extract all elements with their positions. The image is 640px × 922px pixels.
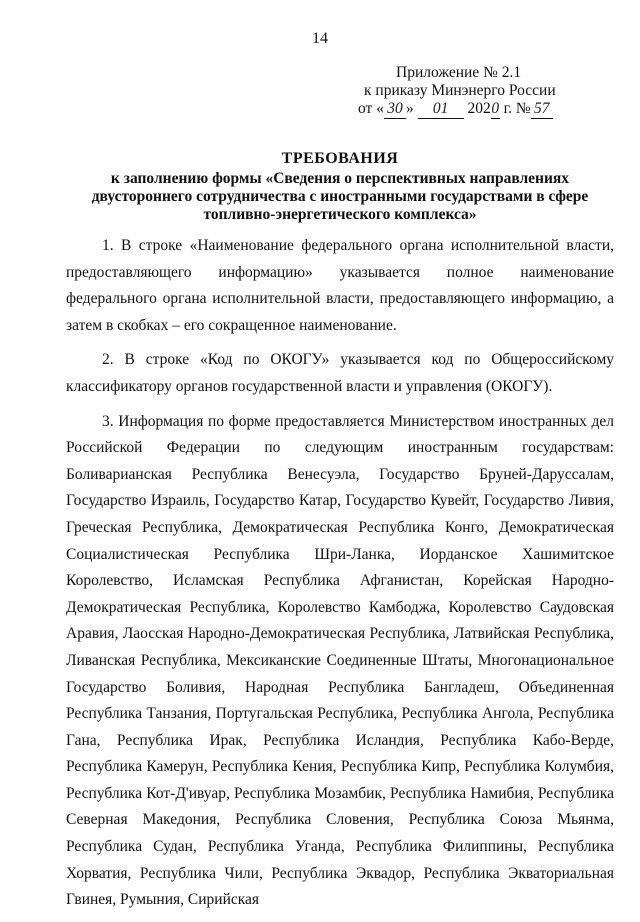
appendix-date-line <box>358 100 598 119</box>
handwritten-order-number: 57 <box>531 100 553 119</box>
handwritten-day: 30 <box>384 100 406 119</box>
year-prefix: 202 <box>467 100 491 117</box>
date-prefix: от « <box>358 100 384 117</box>
date-mid: » <box>405 100 414 117</box>
appendix-order-ref: к приказу Минэнерго России <box>364 82 556 99</box>
title-line-2: двустороннего сотрудничества с иностранными государствами в сфере <box>91 188 589 205</box>
paragraph-1: 1. В строке «Наименование федерального органа исполнительной власти, предоставляющего информацию» указывается полное наименование федерального органа исполнительной власти, предоставляющего информацию, а затем в скобках – его сокращенное наименование. <box>66 237 614 334</box>
appendix-block <box>358 64 598 119</box>
handwritten-month: 01 <box>418 100 464 119</box>
paragraph-3: 3. Информация по форме предоставляется Министерством иностранных дел Российской Федерации по следующим иностранным государствам: Боливарианская Республика Венесуэла, Государство Бруней-Даруссалам, Государство Израиль, Государство Катар, Государство Кувейт, Государство Ливия, Греческая Республика, Демократическая Республика Конго, Демократическая Социалистическая Республика Шри-Ланка, Иорданское Хашимитское Королевство, Исламская Республика Афганистан, Корейская Народно-Демократическая Республика, Королевство Камбоджа, Королевство Саудовская Аравия, Лаосская Народно-Демократическая Республика, Латвийская Республика, Ливанская Республика, Мексиканские Соединенные Штаты, Многонациональное Государство Боливия, Народная Республика Бангладеш, Объединенная Республика Танзания, Португальская Республика, Республика Ангола, Республика Гана, Республика Ирак, Республика Исландия, Республика Кабо-Верде, Республика Камерун, Республика Кения, Республика Кипр, Республика Колумбия, Республика Кот-Д'ивуар, Республика Мозамбик, Республика Намибия, Республика Северная Македония, Республика Словения, Республика Союза Мьянма, Республика Судан, Республика Уганда, Республика Филиппины, Республика Хорватия, Республика Чили, Республика Эквадор, Республика Экваториальная Гвинея, Румыния, Сирийская <box>66 412 614 909</box>
handwritten-year-digit: 0 <box>491 100 500 117</box>
title-line-1: к заполнению формы «Сведения о перспективных направлениях <box>110 170 570 187</box>
appendix-title: Приложение № 2.1 <box>396 64 522 81</box>
paragraph-2: 2. В строке «Код по ОКОГУ» указывается код по Общероссийскому классификатору органов государственной власти и управления (ОКОГУ). <box>66 351 614 395</box>
date-suffix: г. № <box>499 100 531 117</box>
document-title <box>60 150 620 224</box>
title-heading: ТРЕБОВАНИЯ <box>281 150 399 167</box>
page-number: 14 <box>312 30 328 47</box>
title-line-3: топливно-энергетического комплекса» <box>203 206 477 223</box>
document-body <box>66 233 614 922</box>
